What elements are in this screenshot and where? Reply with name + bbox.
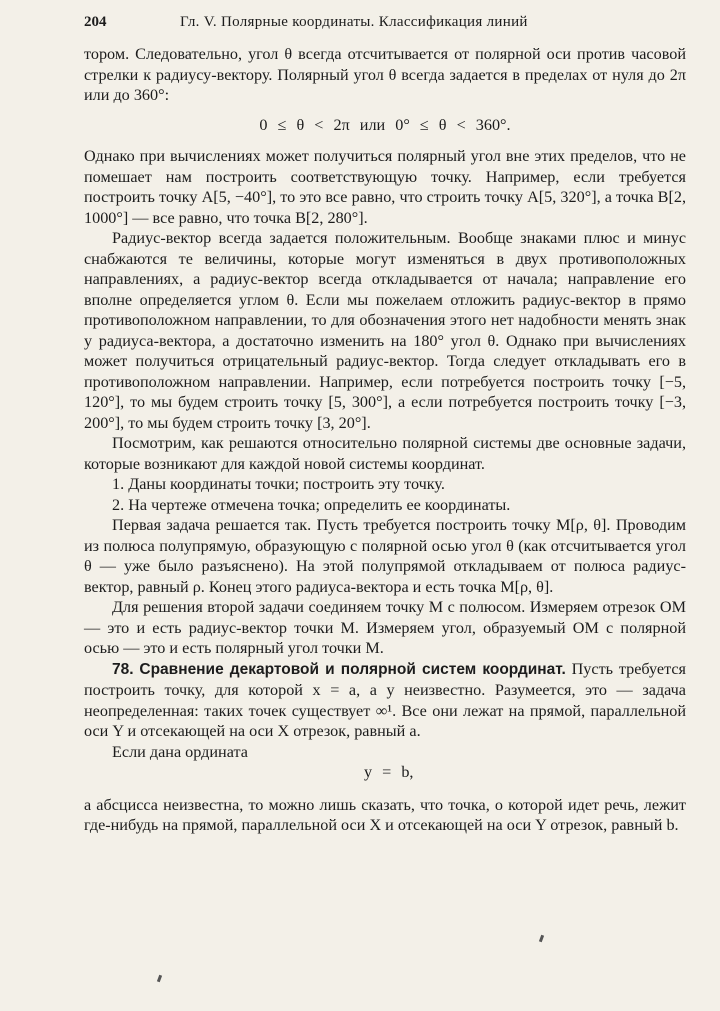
paragraph: Если дана ордината: [112, 742, 248, 761]
list-item: 2. На чертеже отмечена точка; определить ее координаты.: [112, 495, 511, 514]
paragraph: Посмотрим, как решаются относительно полярной системы две основные задачи, которые возникают для каждой новой системы координат.: [84, 434, 686, 473]
paragraph: Однако при вычислениях может получиться полярный угол вне этих пределов, что не помешает нам построить соответствующую точку. Например, если требуется построить точку A[5, −40°], то это все равно, что строить точку A[5, 320°], а точка B[2, 1000°] — все равно, что точка B[2, 280°].: [84, 147, 686, 227]
list-item: 1. Даны координаты точки; построить эту точку.: [112, 475, 445, 493]
paragraph: тором. Следовательно, угол θ всегда отсчитывается от полярной оси против часовой стрелки к радиусу-вектору. Полярный угол θ всегда задается в пределах от нуля до 2π или до 360°:: [84, 45, 686, 104]
section-paragraph: [84, 659, 686, 742]
ink-smudge: [157, 975, 162, 983]
page-body: [84, 44, 686, 836]
paragraph: Для решения второй задачи соединяем точку M с полюсом. Измеряем отрезок OM — это и есть радиус-вектор точки M. Измеряем угол, образуемый OM с полярной осью — это и есть полярный угол точки M.: [84, 598, 686, 657]
paragraph: Первая задача решается так. Пусть требуется построить точку M[ρ, θ]. Проводим из полюса полупрямую, образующую с полярной осью угол θ (как отсчитывается угол θ — уже было разъяснено). На этой полупрямой откладываем от полюса радиус-вектор, равный ρ. Конец этого радиуса-вектора и есть точка M[ρ, θ].: [84, 516, 686, 596]
section-number: 78.: [112, 660, 134, 678]
running-title: Гл. V. Полярные координаты. Классификация линий: [180, 14, 528, 30]
formula-angle-range: 0 ≤ θ < 2π или 0° ≤ θ < 360°.: [259, 115, 511, 134]
page-number: 204: [84, 14, 107, 30]
section-title: Сравнение декартовой и полярной систем координат.: [139, 660, 566, 678]
paragraph: Радиус-вектор всегда задается положительным. Вообще знаками плюс и минус снабжаются те величины, которые могут изменяться в двух противоположных направлениях, а радиус-вектор всегда откладывается от начала; направление его вполне определяется углом θ. Если мы пожелаем отложить радиус-вектор в прямо противоположном направлении, то для обозначения этого нет надобности менять знак у радиуса-вектора, а достаточно изменить на 180° угол θ. Однако при вычислениях может получиться отрицательный радиус-вектор. Тогда следует откладывать его в противоположном направлении. Например, если потребуется построить точку [−5, 120°], то мы будем строить точку [5, 300°], а если потребуется построить точку [−3, 200°], то мы будем строить точку [3, 20°].: [84, 229, 686, 432]
paragraph: а абсцисса неизвестна, то можно лишь сказать, что точка, о которой идет речь, лежит где-нибудь на прямой, параллельной оси X и отсекающей на оси Y отрезок, равный b.: [84, 795, 686, 834]
page-header: [84, 14, 686, 38]
ink-smudge: [539, 935, 544, 943]
formula-ordinate: y = b,: [364, 763, 414, 781]
section-text: Пусть требуется построить точку, для которой x = a, а y неизвестно. Разумеется, это — задача неопределенная: таких точек существует ∞¹. Все они лежат на прямой, параллельной оси Y и отсекающей на оси X отрезок, равный a.: [84, 659, 686, 740]
